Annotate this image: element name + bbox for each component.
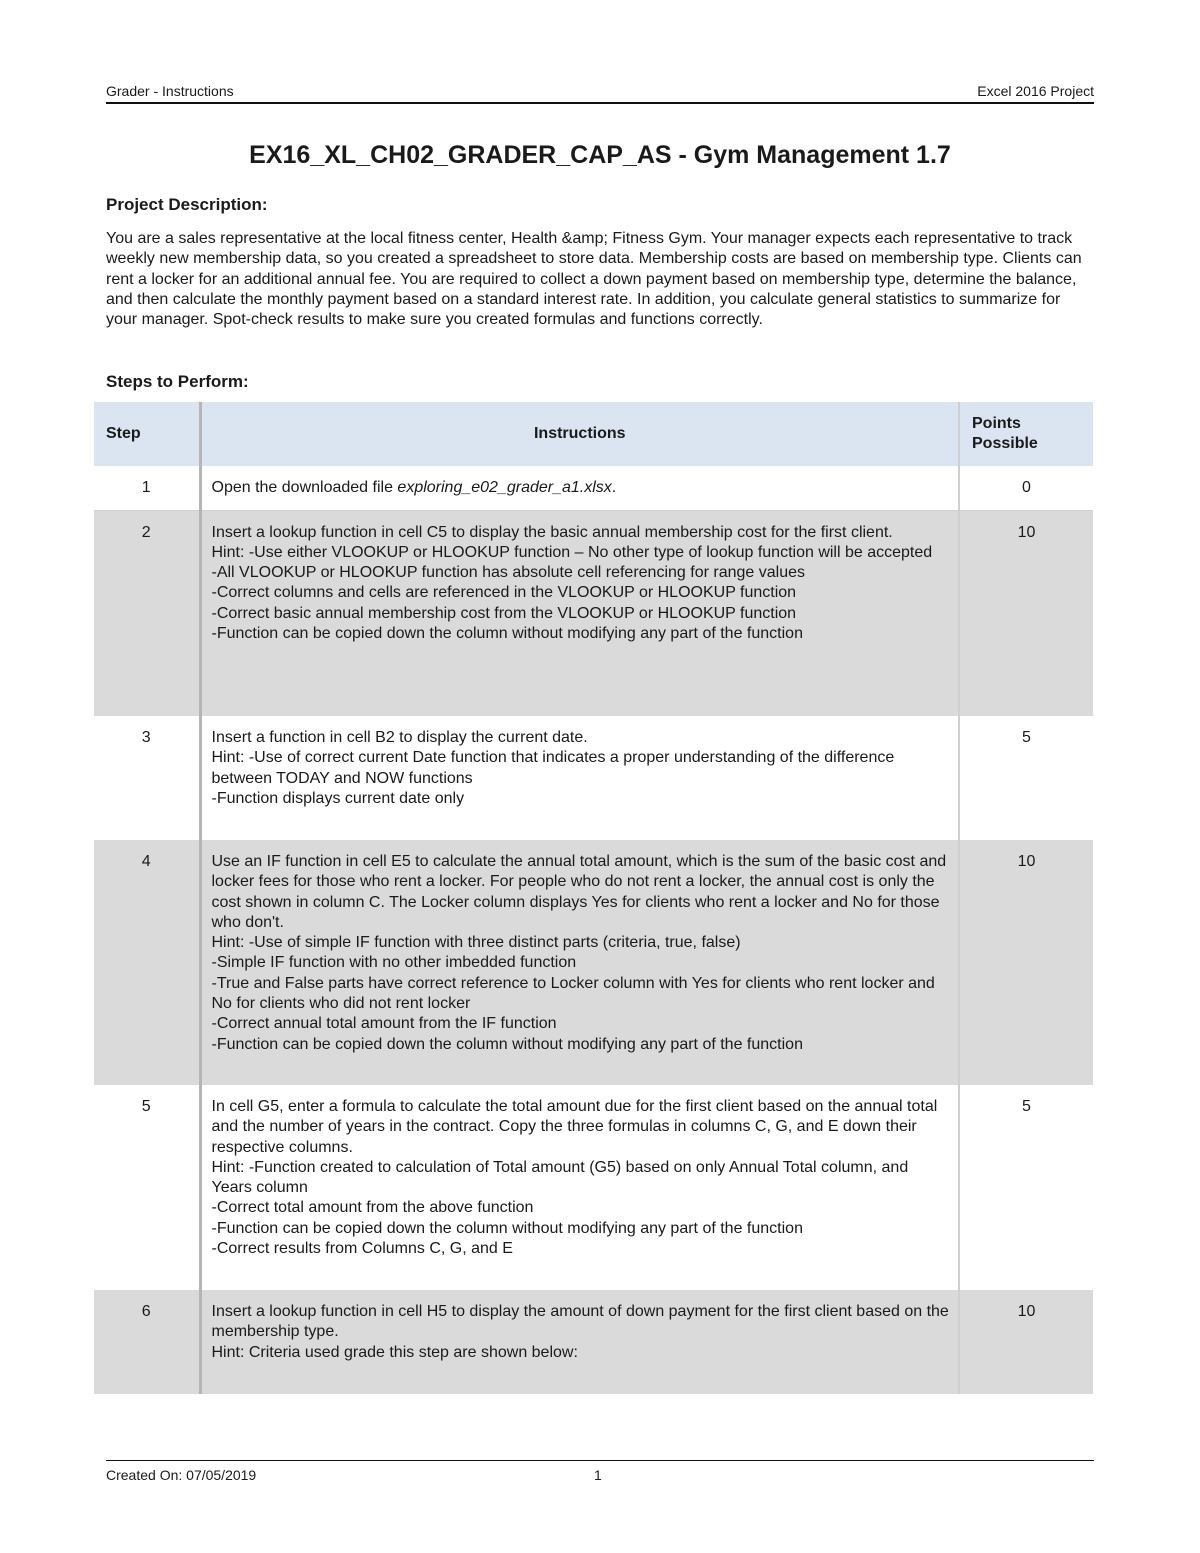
step-number: 6 [141, 1303, 151, 1320]
header-right-text: Excel 2016 Project [977, 83, 1094, 99]
step-points: 10 [1017, 523, 1036, 541]
table-header-row [94, 402, 1093, 466]
step-instructions: Open the downloaded file exploring_e02_grader_a1.xlsx. [211, 479, 617, 496]
header-left-text: Grader - Instructions [106, 83, 234, 99]
steps-heading: Steps to Perform: [106, 372, 249, 391]
step-instructions: Insert a lookup function in cell C5 to display the basic annual membership cost for the first client. Hint: -Use either VLOOKUP or HLOOKUP function – No other type of lookup function will be accepted -All VLOOKUP or HLOOKUP function has absolute cell referencing for range values -Correct columns and cells are referenced in the VLOOKUP or HLOOKUP function -Correct basic annual membership cost from the VLOOKUP or HLOOKUP function -Function can be copied down the column without modifying any part of the function [211, 523, 933, 642]
step-points: 5 [1022, 729, 1031, 746]
table-row [94, 466, 1093, 510]
created-on-text: Created On: 07/05/2019 [106, 1467, 257, 1483]
file-name: exploring_e02_grader_a1.xlsx [397, 479, 612, 496]
step-instructions: Insert a lookup function in cell H5 to display the amount of down payment for the first client based on the membership type. Hint: Criteria used grade this step are shown below: [211, 1303, 949, 1361]
step-number: 1 [141, 479, 151, 496]
page-header [106, 82, 1094, 104]
step-points: 0 [1022, 479, 1031, 496]
step-instructions: Insert a function in cell B2 to display the current date. Hint: -Use of correct current Date function that indicates a proper understanding of the difference between TODAY and NOW functions -Function displays current date only [211, 729, 895, 807]
table-row [94, 716, 1093, 840]
step-points: 10 [1017, 1303, 1036, 1320]
steps-table [94, 402, 1093, 1394]
step-points: 10 [1017, 853, 1036, 870]
table-row [94, 510, 1093, 716]
header-step: Step [94, 402, 200, 466]
step-instructions: In cell G5, enter a formula to calculate the total amount due for the first client based on the annual total and the number of years in the contract. Copy the three formulas in columns C, G, and E down their respective columns. Hint: -Function created to calculation of Total amount (G5) based on only Annual Total column, and Years column -Correct total amount from the above function -Function can be copied down the column without modifying any part of the function -Correct results from Columns C, G, and E [211, 1098, 938, 1258]
step-instructions: Use an IF function in cell E5 to calculate the annual total amount, which is the sum of the basic cost and locker fees for those who rent a locker. For people who do not rent a locker, the annual cost is only the cost shown in column C. The Locker column displays Yes for clients who rent a locker and No for those who don't. Hint: -Use of simple IF function with three distinct parts (criteria, true, false) -Simple IF function with no other imbedded function -True and False parts have correct reference to Locker column with Yes for clients who rent locker and No for clients who did not rent locker -Correct annual total amount from the IF function -Function can be copied down the column without modifying any part of the function [211, 853, 947, 1053]
table-row [94, 1085, 1093, 1290]
step-points: 5 [1022, 1098, 1031, 1115]
header-instructions: Instructions [200, 402, 959, 466]
table-row [94, 1290, 1093, 1394]
step-number: 4 [141, 853, 151, 870]
header-points: Points Possible [959, 402, 1093, 466]
page-footer [106, 1460, 1094, 1483]
step-number: 5 [141, 1098, 151, 1115]
page-number: 1 [594, 1467, 602, 1483]
document-title: EX16_XL_CH02_GRADER_CAP_AS - Gym Management 1.7 [249, 141, 951, 169]
project-description-heading: Project Description: [106, 195, 268, 214]
table-row [94, 840, 1093, 1085]
step-number: 2 [141, 523, 151, 541]
step-number: 3 [141, 729, 151, 746]
project-description-text: You are a sales representative at the local fitness center, Health &amp; Fitness Gym. Your manager expects each representative to track weekly new membership data, so you created a spreadsheet to store data. Membership costs are based on membership type. Clients can rent a locker for an additional annual fee. You are required to collect a down payment based on membership type, determine the balance, and then calculate the monthly payment based on a standard interest rate. In addition, you calculate general statistics to summarize for your manager. Spot-check results to make sure you created formulas and functions correctly. [106, 230, 1082, 329]
